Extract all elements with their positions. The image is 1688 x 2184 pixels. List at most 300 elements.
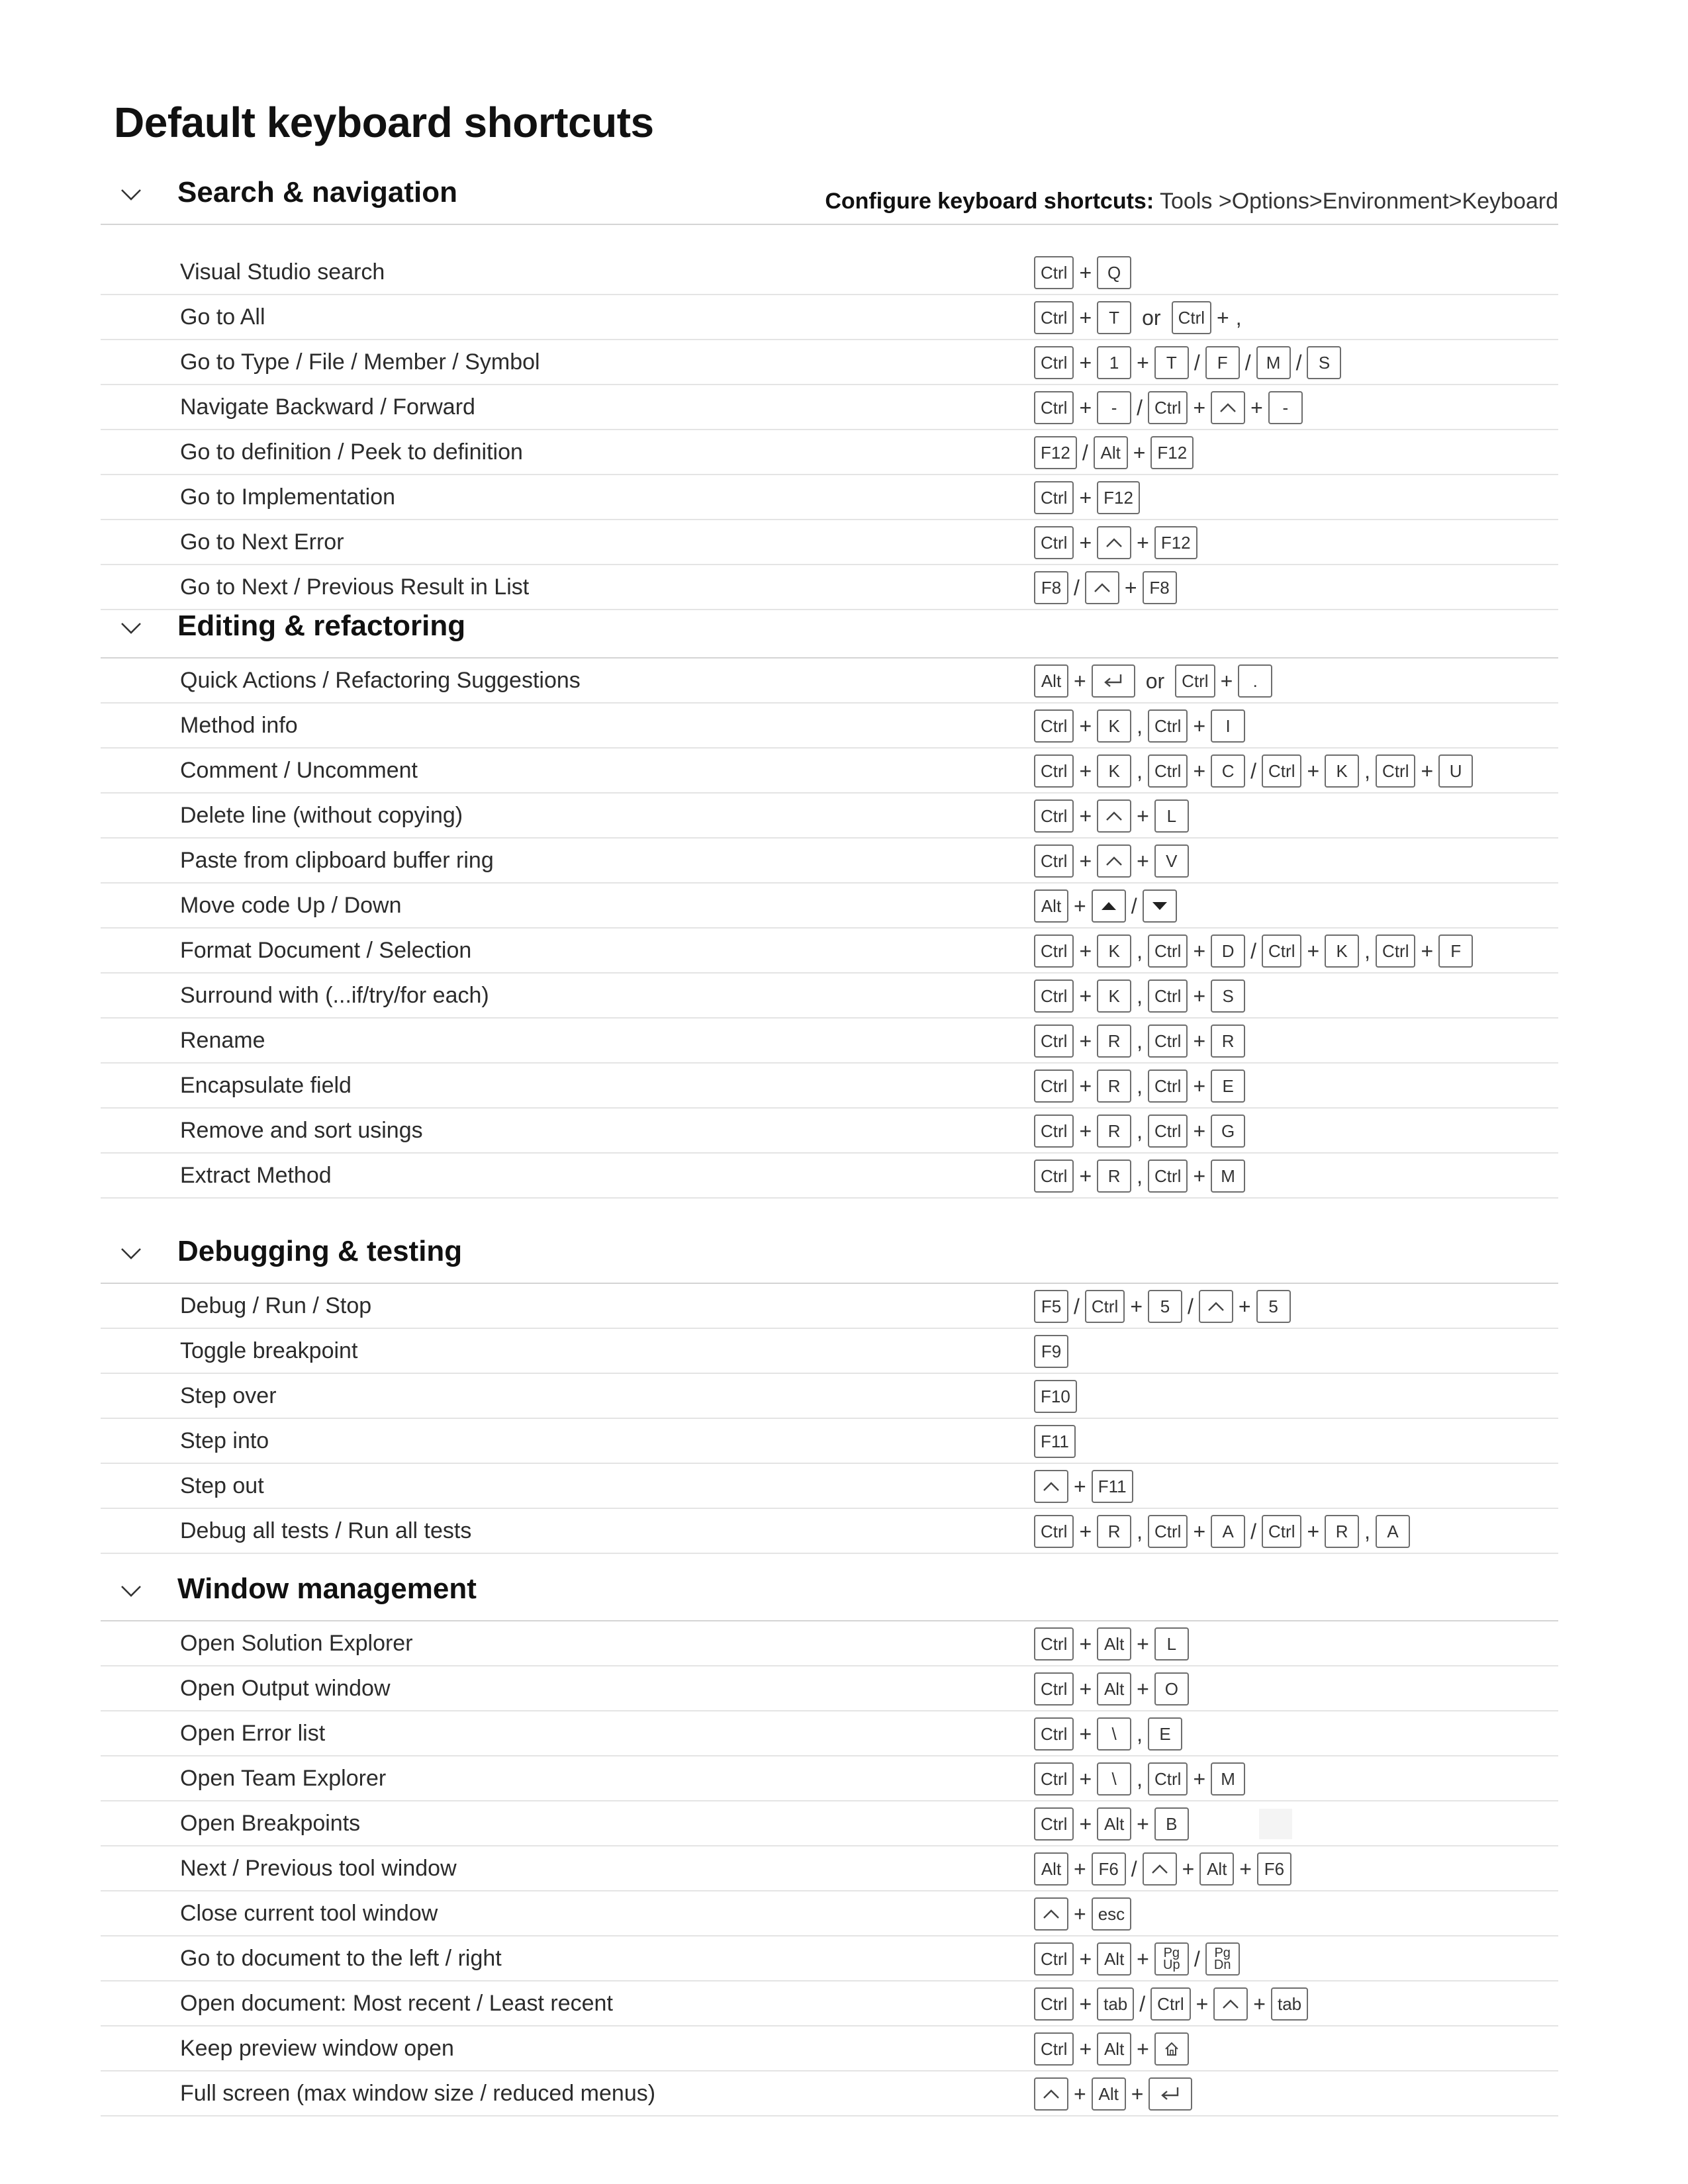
shortcut-label: Step over: [180, 1383, 277, 1408]
key-ctrl: Ctrl: [1376, 754, 1415, 788]
shortcut-row: [101, 1419, 1558, 1464]
shortcut-label: Go to All: [180, 304, 265, 330]
home-key-icon: [1154, 2032, 1189, 2066]
comma-separator: ,: [1137, 758, 1143, 783]
plus-separator: +: [1421, 938, 1434, 963]
shortcut-row: [101, 1064, 1558, 1109]
key-ctrl: Ctrl: [1148, 1762, 1188, 1796]
key-a: A: [1211, 1515, 1245, 1548]
shortcut-row: [101, 1019, 1558, 1064]
shortcut-keys: [1034, 1514, 1410, 1549]
plus-separator: +: [1079, 1163, 1092, 1188]
shortcut-row: [101, 749, 1558, 794]
shift-key-icon: [1143, 1852, 1177, 1886]
shortcut-row: [101, 1936, 1558, 1981]
key-ctrl: Ctrl: [1262, 934, 1301, 968]
shortcut-row: [101, 1711, 1558, 1756]
plus-separator: +: [1239, 1856, 1252, 1881]
shortcut-row: [101, 1621, 1558, 1666]
key-m: M: [1211, 1762, 1245, 1796]
shortcut-label: Open Team Explorer: [180, 1766, 387, 1791]
shortcut-row: [101, 974, 1558, 1019]
key-f8: F8: [1034, 571, 1068, 604]
key-t: T: [1097, 301, 1131, 334]
comma-separator: ,: [1364, 758, 1371, 783]
section-header[interactable]: [101, 1218, 1558, 1284]
shortcut-label: Open Output window: [180, 1676, 391, 1701]
section-header[interactable]: [101, 1555, 1558, 1621]
plus-separator: +: [1079, 1991, 1092, 2016]
shortcut-keys: [1034, 664, 1272, 698]
slash-separator: /: [1250, 758, 1257, 783]
shift-key-icon: [1034, 1470, 1068, 1503]
shortcut-keys: [1034, 1672, 1189, 1706]
key-alt: Alt: [1199, 1852, 1234, 1886]
key-t: T: [1154, 346, 1189, 379]
key-ctrl: Ctrl: [1034, 754, 1074, 788]
plus-separator: +: [1137, 530, 1149, 555]
plus-separator: +: [1193, 1118, 1206, 1143]
plus-separator: +: [1137, 2036, 1149, 2061]
key-alt: Alt: [1097, 1807, 1131, 1841]
slash-separator: /: [1074, 1294, 1080, 1318]
plus-separator: +: [1074, 893, 1086, 918]
plus-separator: +: [1074, 668, 1086, 693]
key-ctrl: Ctrl: [1034, 301, 1074, 334]
plus-separator: +: [1130, 1294, 1143, 1318]
plus-separator: +: [1079, 2036, 1092, 2061]
plus-separator: +: [1220, 668, 1233, 693]
plus-separator: +: [1079, 395, 1092, 420]
shortcut-label: Open Solution Explorer: [180, 1631, 413, 1656]
shortcut-row: [101, 520, 1558, 565]
plus-separator: +: [1193, 983, 1206, 1008]
slash-separator: /: [1244, 350, 1251, 375]
key-alt: Alt: [1034, 664, 1068, 698]
shortcut-row: [101, 659, 1558, 704]
plus-separator: +: [1079, 713, 1092, 738]
key-ctrl: Ctrl: [1034, 1807, 1074, 1841]
plus-separator: +: [1079, 1028, 1092, 1053]
slash-separator: /: [1250, 938, 1257, 963]
comma-separator: ,: [1137, 938, 1143, 963]
shortcut-label: Debug all tests / Run all tests: [180, 1518, 472, 1543]
key-ctrl: Ctrl: [1148, 1115, 1188, 1148]
arrow-down-key-icon: [1143, 889, 1177, 923]
plus-separator: +: [1074, 2081, 1086, 2106]
key-ctrl: Ctrl: [1148, 1160, 1188, 1193]
plus-separator: +: [1193, 1073, 1206, 1098]
key-5: 5: [1148, 1290, 1182, 1323]
shortcut-label: Paste from clipboard buffer ring: [180, 848, 494, 873]
slash-separator: /: [1194, 1946, 1200, 1971]
plus-separator: +: [1193, 713, 1206, 738]
plus-separator: +: [1079, 305, 1092, 330]
shortcut-keys: [1034, 2077, 1192, 2111]
shortcut-label: Format Document / Selection: [180, 938, 472, 963]
key-s: S: [1211, 979, 1245, 1013]
shortcut-keys: [1034, 1024, 1245, 1058]
plus-separator: +: [1079, 485, 1092, 510]
key-ctrl: Ctrl: [1034, 799, 1074, 833]
shortcut-keys: [1034, 2032, 1189, 2066]
plus-separator: +: [1079, 1676, 1092, 1701]
shortcut-keys: [1034, 1159, 1245, 1193]
comma-separator: ,: [1137, 1721, 1143, 1746]
key-backslash: \: [1097, 1717, 1131, 1751]
section-header[interactable]: [101, 159, 1558, 225]
plus-separator: +: [1182, 1856, 1195, 1881]
key-alt: Alt: [1097, 1942, 1131, 1976]
shortcut-row: [101, 1509, 1558, 1554]
key-ctrl: Ctrl: [1034, 256, 1074, 289]
plus-separator: +: [1307, 758, 1320, 783]
key-c: C: [1211, 754, 1245, 788]
section-window-management: [101, 1555, 1558, 2116]
comma-separator: ,: [1235, 305, 1242, 330]
key-r: R: [1097, 1160, 1131, 1193]
plus-separator: +: [1193, 1163, 1206, 1188]
key-5: 5: [1256, 1290, 1291, 1323]
slash-separator: /: [1082, 440, 1088, 465]
key-ctrl: Ctrl: [1034, 709, 1074, 743]
plus-separator: +: [1137, 350, 1149, 375]
key-alt: Alt: [1094, 436, 1128, 469]
shortcut-label: Remove and sort usings: [180, 1118, 423, 1143]
plus-separator: +: [1193, 1028, 1206, 1053]
plus-separator: +: [1079, 260, 1092, 285]
shortcut-keys: [1034, 1469, 1133, 1504]
shortcut-label: Toggle breakpoint: [180, 1338, 358, 1363]
shortcut-label: Keep preview window open: [180, 2036, 454, 2061]
plus-separator: +: [1253, 1991, 1266, 2016]
shortcut-row: [101, 1891, 1558, 1936]
chevron-down-icon[interactable]: [120, 188, 136, 204]
shortcut-keys: [1034, 844, 1189, 878]
shortcut-label: Navigate Backward / Forward: [180, 394, 475, 420]
shortcut-label: Go to Type / File / Member / Symbol: [180, 349, 540, 375]
shortcut-row: [101, 1666, 1558, 1711]
plus-separator: +: [1079, 803, 1092, 828]
key-o: O: [1154, 1672, 1189, 1706]
key-alt: Alt: [1097, 1627, 1131, 1661]
plus-separator: +: [1193, 938, 1206, 963]
shift-key-icon: [1097, 526, 1131, 559]
plus-separator: +: [1137, 1631, 1149, 1656]
plus-separator: +: [1124, 575, 1137, 600]
section-header[interactable]: [101, 592, 1558, 659]
key-ctrl: Ctrl: [1034, 526, 1074, 559]
key-ctrl: Ctrl: [1034, 1515, 1074, 1548]
comma-separator: ,: [1137, 1519, 1143, 1543]
key-u: U: [1438, 754, 1473, 788]
key-v: V: [1154, 844, 1189, 878]
key-f11: F11: [1092, 1470, 1133, 1503]
comma-separator: ,: [1137, 1163, 1143, 1188]
key-f5: F5: [1034, 1290, 1068, 1323]
slash-separator: /: [1250, 1519, 1257, 1543]
shortcut-label: Quick Actions / Refactoring Suggestions: [180, 668, 581, 693]
key-ctrl: Ctrl: [1148, 1024, 1188, 1058]
shortcut-keys: [1034, 1762, 1245, 1796]
key-backslash: \: [1097, 1762, 1131, 1796]
plus-separator: +: [1421, 758, 1434, 783]
plus-separator: +: [1307, 1519, 1320, 1543]
key-ctrl: Ctrl: [1034, 1942, 1074, 1976]
shortcut-keys: [1034, 300, 1243, 335]
key-r: R: [1097, 1115, 1131, 1148]
key-f: F: [1438, 934, 1473, 968]
shortcut-row: [101, 1846, 1558, 1891]
plus-separator: +: [1079, 1519, 1092, 1543]
shift-key-icon: [1213, 1987, 1248, 2021]
plus-separator: +: [1137, 1811, 1149, 1836]
key-f12: F12: [1154, 526, 1197, 559]
shortcut-label: Step out: [180, 1473, 264, 1498]
comma-separator: ,: [1137, 1766, 1143, 1791]
shortcut-label: Go to Implementation: [180, 484, 396, 510]
slash-separator: /: [1131, 893, 1137, 918]
shortcut-keys: [1034, 1627, 1189, 1661]
shortcut-label: Open Breakpoints: [180, 1811, 361, 1836]
section-title: Editing & refactoring: [177, 610, 466, 642]
key-k: K: [1097, 754, 1131, 788]
plus-separator: +: [1079, 758, 1092, 783]
shortcut-label: Step into: [180, 1428, 269, 1453]
shortcut-row: [101, 250, 1558, 295]
configure-path: Tools >Options>Environment>Keyboard: [1160, 189, 1558, 214]
plus-separator: +: [1137, 848, 1149, 873]
or-separator: or: [1142, 305, 1161, 330]
section-title: Window management: [177, 1572, 477, 1605]
plus-separator: +: [1307, 938, 1320, 963]
plus-separator: +: [1193, 758, 1206, 783]
shift-key-icon: [1034, 2077, 1068, 2111]
plus-separator: +: [1074, 1474, 1086, 1498]
shortcut-row: [101, 1284, 1558, 1329]
comma-separator: ,: [1137, 1118, 1143, 1143]
section-title: Search & navigation: [177, 176, 458, 208]
comma-separator: ,: [1137, 1073, 1143, 1098]
comma-separator: ,: [1364, 938, 1371, 963]
section-title: Debugging & testing: [177, 1235, 463, 1267]
slash-separator: /: [1295, 350, 1302, 375]
shortcut-label: Go to definition / Peek to definition: [180, 439, 523, 465]
shortcut-label: Comment / Uncomment: [180, 758, 418, 783]
shortcut-row: [101, 1329, 1558, 1374]
key-f12: F12: [1034, 436, 1077, 469]
key-alt: Alt: [1034, 1852, 1068, 1886]
key-r: R: [1325, 1515, 1359, 1548]
shortcut-keys: [1034, 1942, 1240, 1976]
shortcut-keys: [1034, 709, 1245, 743]
chevron-down-icon[interactable]: [120, 1247, 136, 1263]
shortcut-label: Extract Method: [180, 1163, 332, 1188]
key-alt: Alt: [1092, 2077, 1126, 2111]
key-ctrl: Ctrl: [1034, 1672, 1074, 1706]
comma-separator: ,: [1364, 1519, 1371, 1543]
plus-separator: +: [1137, 1676, 1149, 1701]
shift-key-icon: [1097, 844, 1131, 878]
key-ctrl: Ctrl: [1034, 346, 1074, 379]
plus-separator: +: [1133, 440, 1146, 465]
key-k: K: [1097, 709, 1131, 743]
plus-separator: +: [1079, 983, 1092, 1008]
key-ctrl: Ctrl: [1150, 1987, 1190, 2021]
key-k: K: [1325, 934, 1359, 968]
key-l: L: [1154, 799, 1189, 833]
key-ctrl: Ctrl: [1034, 979, 1074, 1013]
section-search-navigation: [101, 159, 1558, 610]
comma-separator: ,: [1137, 1028, 1143, 1053]
plus-separator: +: [1079, 1631, 1092, 1656]
shortcut-row: [101, 839, 1558, 884]
key-ctrl: Ctrl: [1034, 481, 1074, 514]
key-alt: Alt: [1097, 2032, 1131, 2066]
shortcut-keys: [1034, 1069, 1245, 1103]
key-ctrl: Ctrl: [1034, 1987, 1074, 2021]
slash-separator: /: [1074, 575, 1080, 600]
shortcut-row: [101, 2071, 1558, 2116]
plus-separator: +: [1079, 1721, 1092, 1746]
key-period: .: [1238, 664, 1272, 698]
shortcut-keys: [1034, 889, 1177, 923]
shortcut-keys: [1034, 480, 1140, 515]
chevron-down-icon[interactable]: [120, 621, 136, 637]
shortcut-label: Delete line (without copying): [180, 803, 463, 828]
shortcut-label: Full screen (max window size / reduced menus): [180, 2081, 656, 2106]
shortcut-row: [101, 2026, 1558, 2071]
shortcut-keys: [1034, 1852, 1291, 1886]
key-ctrl: Ctrl: [1148, 1069, 1188, 1103]
page-up-key: Pg Up: [1154, 1942, 1189, 1976]
shortcut-keys: [1034, 1424, 1076, 1459]
key-g: G: [1211, 1115, 1245, 1148]
chevron-down-icon[interactable]: [120, 1584, 136, 1600]
key-r: R: [1097, 1515, 1131, 1548]
shift-key-icon: [1211, 391, 1245, 424]
plus-separator: +: [1079, 938, 1092, 963]
key-ctrl: Ctrl: [1148, 1515, 1188, 1548]
comma-separator: ,: [1137, 713, 1143, 738]
key-ctrl: Ctrl: [1148, 709, 1188, 743]
shortcut-row: [101, 794, 1558, 839]
key-ctrl: Ctrl: [1148, 391, 1188, 424]
section-debugging-testing: [101, 1218, 1558, 1554]
shortcut-keys: [1034, 525, 1197, 560]
plus-separator: +: [1074, 1856, 1086, 1881]
plus-separator: +: [1074, 1901, 1086, 1926]
key-alt: Alt: [1097, 1672, 1131, 1706]
shortcut-keys: [1034, 1114, 1245, 1148]
slash-separator: /: [1139, 1991, 1146, 2016]
plus-separator: +: [1079, 1811, 1092, 1836]
key-ctrl: Ctrl: [1148, 934, 1188, 968]
enter-key-icon: [1149, 2077, 1192, 2111]
key-ctrl: Ctrl: [1034, 934, 1074, 968]
comma-separator: ,: [1137, 983, 1143, 1008]
key-f9: F9: [1034, 1335, 1068, 1368]
enter-key-icon: [1092, 664, 1135, 698]
shortcut-keys: [1034, 799, 1189, 833]
plus-separator: +: [1079, 1073, 1092, 1098]
slash-separator: /: [1194, 350, 1200, 375]
shortcut-row: [101, 1801, 1558, 1846]
key-q: Q: [1097, 256, 1131, 289]
shortcut-keys: [1034, 435, 1194, 470]
shortcut-keys: [1034, 1289, 1291, 1324]
plus-separator: +: [1137, 1946, 1149, 1971]
key-ctrl: Ctrl: [1034, 1160, 1074, 1193]
key-ctrl: Ctrl: [1085, 1290, 1125, 1323]
key-f: F: [1205, 346, 1240, 379]
key-tab: tab: [1271, 1987, 1308, 2021]
shortcut-row: [101, 1374, 1558, 1419]
shortcut-row: [101, 1981, 1558, 2026]
slash-separator: /: [1131, 1856, 1137, 1881]
plus-separator: +: [1079, 350, 1092, 375]
key-f8: F8: [1143, 571, 1177, 604]
shortcut-label: Open document: Most recent / Least recent: [180, 1991, 613, 2016]
shortcut-keys: [1034, 934, 1473, 968]
shortcut-row: [101, 340, 1558, 385]
key-f6: F6: [1257, 1852, 1291, 1886]
plus-separator: +: [1079, 848, 1092, 873]
shortcut-row: [101, 430, 1558, 475]
key-ctrl: Ctrl: [1034, 844, 1074, 878]
key-f11: F11: [1034, 1425, 1076, 1458]
section-editing-refactoring: [101, 592, 1558, 1199]
shortcut-label: Encapsulate field: [180, 1073, 352, 1098]
shortcut-keys: [1034, 754, 1473, 788]
key-1: 1: [1097, 346, 1131, 379]
key-tab: tab: [1097, 1987, 1134, 2021]
key-e: E: [1211, 1069, 1245, 1103]
key-f10: F10: [1034, 1380, 1077, 1413]
key-alt: Alt: [1034, 889, 1068, 923]
shortcut-label: Rename: [180, 1028, 265, 1053]
plus-separator: +: [1238, 1294, 1251, 1318]
shortcut-label: Go to Next / Previous Result in List: [180, 574, 530, 600]
plus-separator: +: [1196, 1991, 1209, 2016]
shortcut-keys: [1034, 1717, 1182, 1751]
shortcut-keys: [1034, 1987, 1308, 2021]
key-k: K: [1325, 754, 1359, 788]
key-f12: F12: [1150, 436, 1194, 469]
plus-separator: +: [1137, 803, 1149, 828]
key-ctrl: Ctrl: [1034, 1069, 1074, 1103]
plus-separator: +: [1193, 395, 1206, 420]
key-m: M: [1211, 1160, 1245, 1193]
shift-key-icon: [1199, 1290, 1233, 1323]
plus-separator: +: [1079, 530, 1092, 555]
arrow-up-key-icon: [1092, 889, 1126, 923]
shortcut-keys: [1034, 345, 1341, 380]
shortcut-keys: [1034, 255, 1131, 290]
key-r: R: [1211, 1024, 1245, 1058]
shortcut-keys: [1034, 1807, 1292, 1841]
plus-separator: +: [1079, 1766, 1092, 1791]
slash-separator: /: [1137, 395, 1143, 420]
configure-label: Configure keyboard shortcuts:: [825, 189, 1154, 214]
shortcut-keys: [1034, 390, 1303, 425]
key-s: S: [1307, 346, 1341, 379]
shortcut-row: [101, 1756, 1558, 1801]
key-ctrl: Ctrl: [1034, 1627, 1074, 1661]
key-k: K: [1097, 934, 1131, 968]
key-i: I: [1211, 709, 1245, 743]
shortcut-keys: [1034, 979, 1245, 1013]
